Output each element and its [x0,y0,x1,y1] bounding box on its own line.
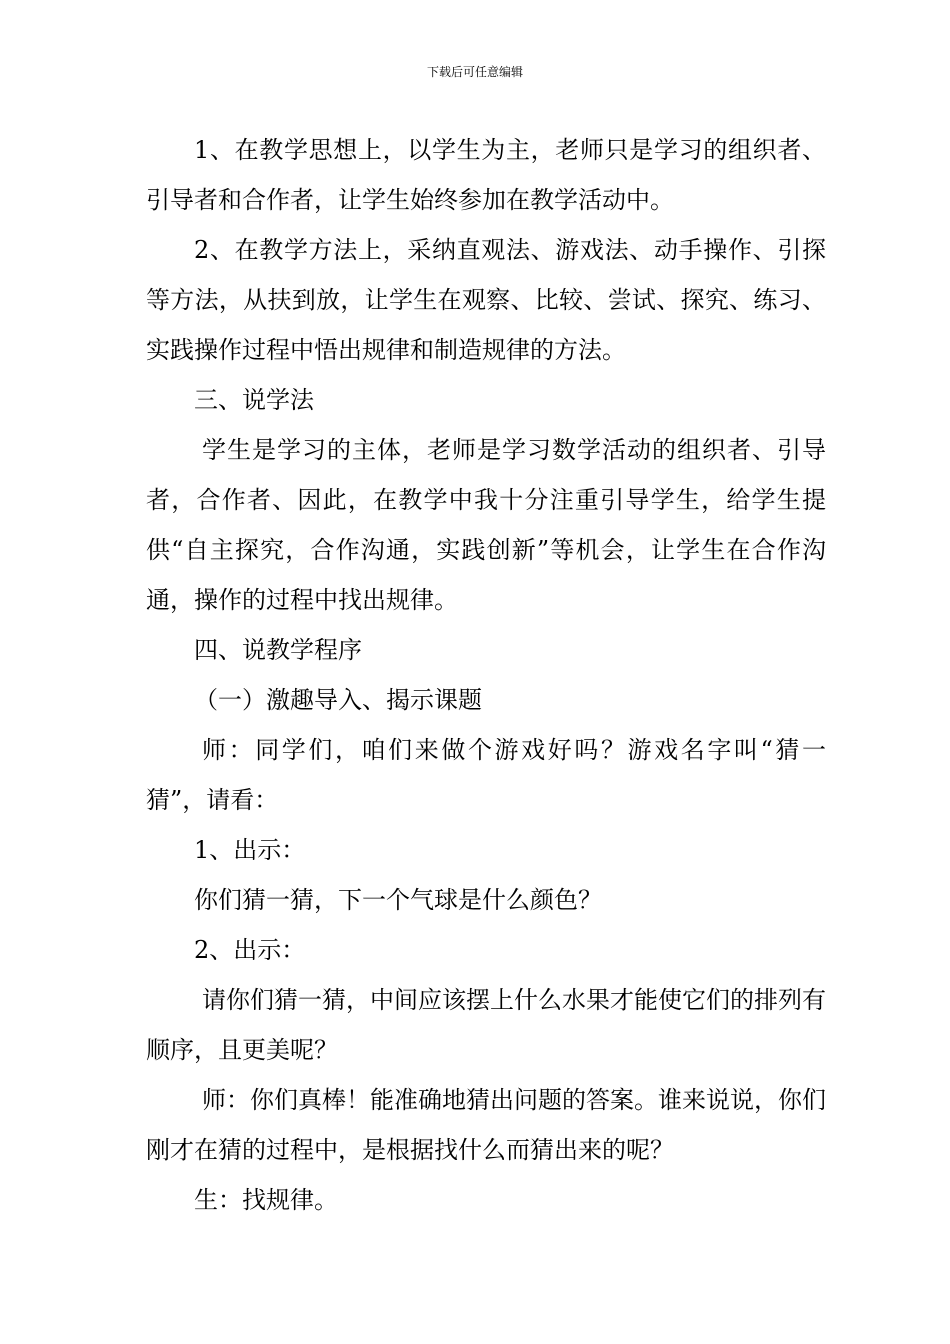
paragraph-teacher-praise: 师：你们真棒！能准确地猜出问题的答案。谁来说说，你们刚才在猜的过程中，是根据找什么而猜出来的呢？ [146,1086,826,1164]
paragraph-student-answer: 生：找规律。 [194,1186,338,1214]
paragraph-balloon-question: 你们猜一猜，下一个气球是什么颜色？ [194,886,602,914]
section-heading-teaching-procedure: 四、说教学程序 [194,636,362,664]
paragraph-show-1: 1、出示： [194,836,306,864]
subsection-heading-introduction: （一）激趣导入、揭示课题 [194,686,482,714]
paragraph-show-2: 2、出示： [194,936,306,964]
page-header: 下载后可任意编辑 [426,65,523,79]
document-body [146,125,826,1225]
paragraph-teaching-idea: 1、在教学思想上，以学生为主，老师只是学习的组织者、引导者和合作者，让学生始终参加在教学活动中。 [146,136,826,214]
paragraph-teacher-game: 师：同学们，咱们来做个游戏好吗？游戏名字叫“猜一猜”，请看： [146,736,826,814]
paragraph-teaching-method: 2、在教学方法上，采纳直观法、游戏法、动手操作、引探等方法，从扶到放，让学生在观察、比较、尝试、探究、练习、实践操作过程中悟出规律和制造规律的方法。 [146,236,826,364]
paragraph-fruit-question: 请你们猜一猜，中间应该摆上什么水果才能使它们的排列有顺序，且更美呢？ [146,986,826,1064]
paragraph-study-method: 学生是学习的主体，老师是学习数学活动的组织者、引导者，合作者、因此，在教学中我十分注重引导学生，给学生提供“自主探究，合作沟通，实践创新”等机会，让学生在合作沟通，操作的过程中找出规律。 [146,436,826,614]
section-heading-study-method: 三、说学法 [194,386,314,414]
